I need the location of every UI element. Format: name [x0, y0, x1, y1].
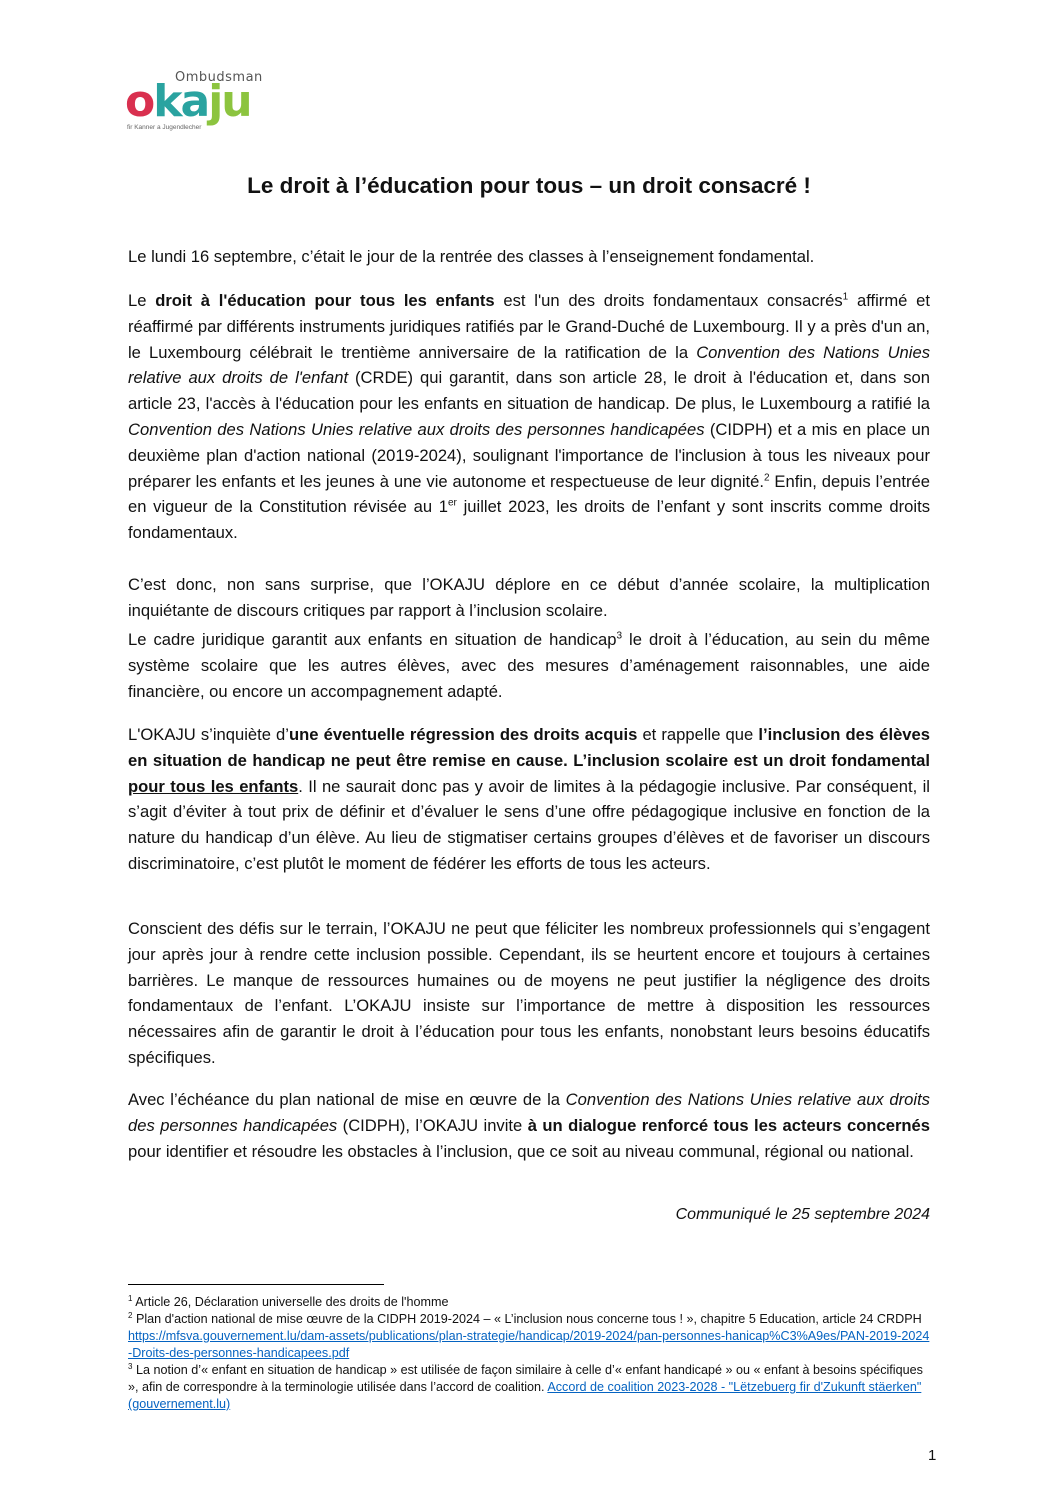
release-date: Communiqué le 25 septembre 2024 — [675, 1206, 930, 1223]
logo-letter-o: o — [125, 76, 154, 127]
paragraph-7: Avec l’échéance du plan national de mise en œuvre de la Convention des Nations Unies relative aux droits des personnes handicapées (CIDPH), l’OKAJU invite à un dialogue renforcé tous les acteurs concernés pour identifier et résoudre les obstacles à l’inclusion, que ce soit au niveau communal, régional ou national. — [128, 1090, 930, 1161]
footnote-1: $^1$ Article 26, Déclaration universelle des droits de l'homme — [128, 1293, 449, 1309]
page-number: 1 — [928, 1447, 937, 1464]
footnote-2-link[interactable]: https://mfsva.gouvernement.lu/dam-assets/publications/plan-strategie/handicap/2019-2024/pan-personnes-hanicap%C3%A9es/PAN-2019-2024-Droits-des-personnes-handicapees.pdf — [128, 1329, 930, 1360]
footnote-ref-3[interactable]: 3 — [616, 630, 623, 642]
logo-ombudsman-label: Ombudsman — [175, 70, 263, 85]
logo-letter-a: a — [180, 76, 209, 127]
logo-tagline: fir Kanner a Jugendlecher — [127, 124, 202, 131]
footnote-2: $^2$ Plan d'action national de mise œuvre de la CIDPH 2019-2024 – « L’inclusion nous concerne tous ! », chapitre 5 Education, article 24 CRDPH https://mfsva.gouvernement.lu/dam-assets/publications/plan-strategie/handicap/2019-2024/pan-personnes-hanicap%C3%A9es/PAN-2019-2024-Droits-des-personnes-handicapees.pdf — [128, 1310, 930, 1360]
logo-letters-ju: ju — [208, 76, 251, 127]
footnote-3: $^3$ La notion d’« enfant en situation de handicap » est utilisée de façon similaire à celle d’« enfant handicapé » ou « enfant à besoins spécifiques », afin de correspondre à la terminologie utilisée dans l’accord de coalition. Accord de coalition 2023-2028 - "Lëtzebuerg fir d'Zukunft stäerken" (gouvernement.lu) — [128, 1361, 923, 1411]
footnote-ref-1[interactable]: 1 — [842, 291, 849, 303]
paragraph-1: Le lundi 16 septembre, c’était le jour de la rentrée des classes à l’enseignement fondamental. — [128, 247, 815, 266]
footnote-separator — [128, 1284, 384, 1285]
paragraph-6: Conscient des défis sur le terrain, l’OKAJU ne peut que féliciter les nombreux professionnels qui s’engagent jour après jour à rendre cette inclusion possible. Cependant, ils se heurtent encore et toujours à certaines barrières. Le manque de ressources humaines ou de moyens ne peut justifier la négligence des droits fondamentaux de l’enfant. L’OKAJU insiste sur l’importance de mettre à disposition les ressources nécessaires afin de garantir le droit à l’éducation pour tous les enfants, nonobstant leurs besoins éducatifs spécifiques. — [128, 919, 930, 1067]
document-title: Le droit à l’éducation pour tous – un droit consacré ! — [247, 173, 811, 198]
okaju-logo — [125, 70, 265, 140]
paragraph-5: L'OKAJU s’inquiète d’une éventuelle régression des droits acquis et rappelle que l’inclusion des élèves en situation de handicap ne peut être remise en cause. L’inclusion scolaire est un droit fondamental pour tous les enfants. Il ne saurait donc pas y avoir de limites à la pédagogie inclusive. Par conséquent, il s’agit d’éviter à tout prix de définir et d’évaluer le sens d’une offre pédagogique inclusive en fonction de la nature du handicap d’un élève. Au lieu de stigmatiser certains groupes d’élèves et de favoriser un discours discriminatoire, c’est plutôt le moment de fédérer les efforts de tous les acteurs. — [128, 725, 930, 873]
footnote-3-link[interactable]: Accord de coalition 2023-2028 - "Lëtzebuerg fir d'Zukunft stäerken" (gouvernement.lu) — [128, 1380, 922, 1411]
paragraph-3: C’est donc, non sans surprise, que l’OKAJU déplore en ce début d’année scolaire, la multiplication inquiétante de discours critiques par rapport à l’inclusion scolaire. — [128, 575, 930, 620]
footnote-ref-2[interactable]: 2 — [763, 472, 770, 484]
paragraph-4: Le cadre juridique garantit aux enfants en situation de handicap$^3$ le droit à l’éducation, au sein du même système scolaire que les autres élèves, avec des mesures d’aménagement raisonnables, une aide financière, ou encore un accompagnement adapté. — [128, 630, 931, 701]
logo-letter-k: k — [153, 76, 181, 127]
paragraph-2: Le droit à l'éducation pour tous les enfants est l'un des droits fondamentaux consacrés$^1$ affirmé et réaffirmé par différents instruments juridiques ratifiés par le Grand-Duché de Luxembourg. Il y a près d'un an, le Luxembourg célébrait le trentième anniversaire de la ratification de la Convention des Nations Unies relative aux droits de l'enfant (CRDE) qui garantit, dans son article 28, le droit à l'éducation et, dans son article 23, l'accès à l'éducation pour les enfants en situation de handicap. De plus, le Luxembourg a ratifié la Convention des Nations Unies relative aux droits des personnes handicapées (CIDPH) et a mis en place un deuxième plan d'action national (2019-2024), soulignant l'importance de l'inclusion à tous les niveaux pour préparer les enfants et les jeunes à une vie autonome et respectueuse de leur dignité.$^2$ Enfin, depuis l’entrée en vigueur de la Constitution révisée au 1er juillet 2023, les droits de l’enfant y sont inscrits comme droits fondamentaux. — [128, 291, 930, 543]
